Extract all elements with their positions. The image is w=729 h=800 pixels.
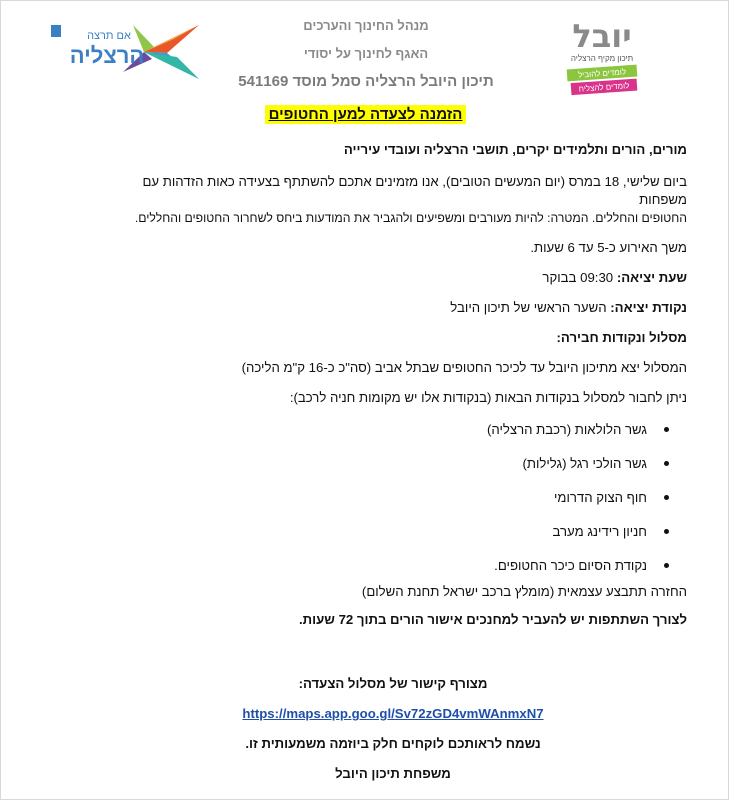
departure-time bbox=[99, 269, 687, 287]
document-body bbox=[99, 141, 687, 783]
logo-left-main-text: הרצליה bbox=[69, 43, 145, 68]
yuval-school-logo bbox=[561, 9, 643, 99]
document-header bbox=[201, 15, 531, 99]
departure-time-value: 09:30 בבוקר bbox=[542, 270, 617, 285]
herzliya-star-icon bbox=[49, 17, 219, 87]
bullet-icon bbox=[664, 563, 669, 568]
approval-note: לצורך השתתפות יש להעביר למחנכים אישור הורים בתוך 72 שעות. bbox=[299, 612, 687, 627]
list-item: גשר הולכי רגל (גלילות) bbox=[99, 455, 687, 473]
bullet-icon bbox=[664, 495, 669, 500]
intro-line-2: החטופים והחללים. המטרה: להיות מעורבים ומשפיעים ולהגביר את המודעות ביחס לשחרור החטופים והחללים. bbox=[134, 211, 687, 225]
departure-time-label: שעת יציאה: bbox=[616, 270, 687, 285]
bullet-icon bbox=[664, 427, 669, 432]
greeting: מורים, הורים ותלמידים יקרים, תושבי הרצליה ועובדי עירייה bbox=[343, 142, 687, 157]
bullet-icon bbox=[664, 461, 669, 466]
intro-line-1: ביום שלישי, 18 במרס (יום המעשים הטובים), אנו מזמינים אתכם להשתתף בצעידה כאות הזדהות עם משפחות bbox=[142, 174, 687, 207]
list-item: גשר הלולאות (רכבת הרצליה) bbox=[99, 421, 687, 439]
list-item: חניון רידינג מערב bbox=[99, 523, 687, 541]
departure-point bbox=[99, 299, 687, 317]
duration: משך האירוע כ-5 עד 6 שעות. bbox=[530, 240, 687, 255]
logo-right-tag1: לומדים להוביל bbox=[577, 67, 627, 80]
route-link-wrapper bbox=[99, 705, 687, 723]
departure-point-label: נקודת יציאה: bbox=[610, 300, 687, 315]
route-description: המסלול יצא מתיכון היובל עד לכיכר החטופים שבתל אביב (סה"כ כ-16 ק"מ הליכה) bbox=[241, 360, 687, 375]
logo-right-main-text: יובל bbox=[572, 17, 632, 55]
route-heading: מסלול ונקודות חבירה: bbox=[556, 330, 687, 345]
logo-left-top-text: אם תרצה bbox=[87, 30, 131, 42]
route-map-link[interactable]: https://maps.app.goo.gl/Sv72zGD4vmWAnmxN7 bbox=[242, 706, 544, 721]
list-item: נקודת הסיום כיכר החטופים. bbox=[99, 557, 687, 575]
join-points-list bbox=[99, 421, 687, 575]
document-title bbox=[1, 106, 729, 124]
join-description: ניתן לחבור למסלול בנקודות הבאות (בנקודות אלו יש מקומות חניה לרכב): bbox=[289, 390, 687, 405]
title-text: הזמנה לצעדה למען החטופים bbox=[265, 105, 467, 124]
return-note: החזרה תתבצע עצמאית (מומלץ ברכב ישראל תחנת השלום) bbox=[361, 584, 687, 599]
link-heading: מצורף קישור של מסלול הצעדה: bbox=[298, 676, 488, 691]
closing-line: נשמח לראותכם לוקחים חלק ביוזמה משמעותית זו. bbox=[245, 736, 541, 751]
herzliya-logo bbox=[49, 17, 219, 87]
logo-right-sub-text: תיכון מקיף הרצליה bbox=[570, 54, 634, 63]
departure-point-value: השער הראשי של תיכון היובל bbox=[450, 300, 611, 315]
list-item: חוף הצוק הדרומי bbox=[99, 489, 687, 507]
signature: משפחת תיכון היובל bbox=[335, 766, 451, 781]
logo-right-tag2: לומדים להצליח bbox=[578, 81, 630, 94]
header-line-3: תיכון היובל הרצליה סמל מוסד 541169 bbox=[238, 73, 494, 90]
bullet-icon bbox=[664, 529, 669, 534]
header-line-1: מנהל החינוך והערכים bbox=[303, 18, 429, 33]
header-line-2: האגף לחינוך על יסודי bbox=[303, 46, 429, 61]
